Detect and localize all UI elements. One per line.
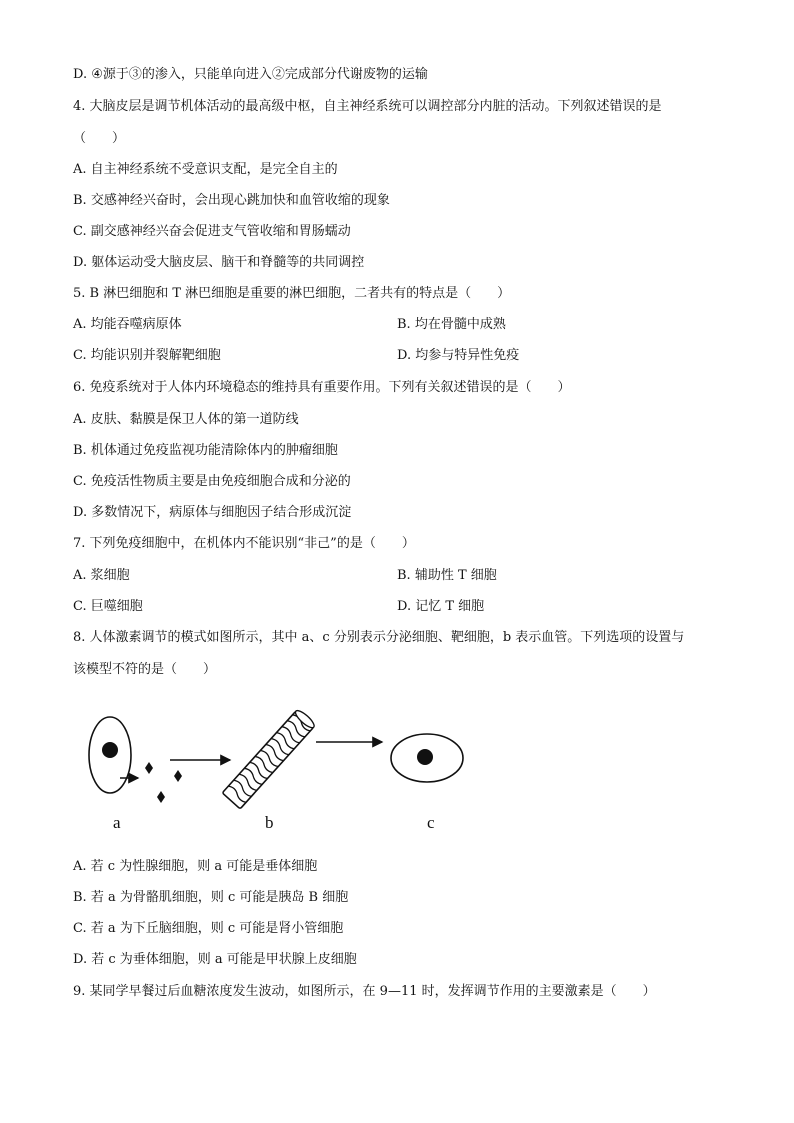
q4-option-c: C. 副交感神经兴奋会促进支气管收缩和胃肠蠕动 — [73, 224, 351, 239]
q7-stem: 7. 下列免疫细胞中，在机体内不能识别“非己”的是（ ） — [73, 536, 415, 551]
cell-c-nucleus — [417, 749, 433, 765]
label-b: b — [265, 813, 274, 832]
q6-option-d: D. 多数情况下，病原体与细胞因子结合形成沉淀 — [73, 505, 352, 520]
q5-option-d: D. 均参与特异性免疫 — [397, 348, 520, 363]
q7-option-d: D. 记忆 T 细胞 — [397, 599, 485, 614]
hormone-particle — [174, 770, 182, 782]
q5-option-c: C. 均能识别并裂解靶细胞 — [73, 348, 221, 363]
label-c: c — [427, 813, 435, 832]
q7-option-a: A. 浆细胞 — [73, 568, 130, 583]
hormone-model-figure — [80, 700, 500, 840]
q8-stem-cont: 该模型不符的是（ ） — [73, 662, 217, 677]
q5-option-b: B. 均在骨髓中成熟 — [397, 317, 506, 332]
hormone-model-diagram — [80, 700, 500, 840]
cell-a-nucleus — [102, 742, 118, 758]
q6-option-b: B. 机体通过免疫监视功能清除体内的肿瘤细胞 — [73, 443, 338, 458]
q8-option-b: B. 若 a 为骨骼肌细胞，则 c 可能是胰岛 B 细胞 — [73, 890, 349, 905]
q6-option-a: A. 皮肤、黏膜是保卫人体的第一道防线 — [73, 412, 299, 427]
q9-stem: 9. 某同学早餐过后血糖浓度发生波动，如图所示，在 9—11 时，发挥调节作用的主要激素是（ ） — [73, 984, 656, 999]
label-a: a — [113, 813, 121, 832]
q5-stem: 5. B 淋巴细胞和 T 淋巴细胞是重要的淋巴细胞，二者共有的特点是（ ） — [73, 286, 511, 301]
q3-option-d: D. ④源于③的渗入，只能单向进入②完成部分代谢废物的运输 — [73, 67, 428, 82]
q4-stem: 4. 大脑皮层是调节机体活动的最高级中枢，自主神经系统可以调控部分内脏的活动。下列叙述错误的是 — [73, 99, 662, 114]
q4-stem-bracket: （ ） — [73, 131, 126, 146]
hormone-particle — [157, 791, 165, 803]
q8-option-d: D. 若 c 为垂体细胞，则 a 可能是甲状腺上皮细胞 — [73, 952, 357, 967]
q4-option-d: D. 躯体运动受大脑皮层、脑干和脊髓等的共同调控 — [73, 255, 365, 270]
q4-option-a: A. 自主神经系统不受意识支配，是完全自主的 — [73, 162, 338, 177]
blood-vessel-b — [222, 708, 316, 809]
q5-option-a: A. 均能吞噬病原体 — [73, 317, 182, 332]
q8-stem: 8. 人体激素调节的模式如图所示，其中 a、c 分别表示分泌细胞、靶细胞，b 表示血管。下列选项的设置与 — [73, 630, 685, 645]
q6-option-c: C. 免疫活性物质主要是由免疫细胞合成和分泌的 — [73, 474, 351, 489]
q6-stem: 6. 免疫系统对于人体内环境稳态的维持具有重要作用。下列有关叙述错误的是（ ） — [73, 380, 571, 395]
q8-option-c: C. 若 a 为下丘脑细胞，则 c 可能是肾小管细胞 — [73, 921, 344, 936]
q4-option-b: B. 交感神经兴奋时，会出现心跳加快和血管收缩的现象 — [73, 193, 390, 208]
q7-option-b: B. 辅助性 T 细胞 — [397, 568, 497, 583]
q7-option-c: C. 巨噬细胞 — [73, 599, 143, 614]
hormone-particle — [145, 762, 153, 774]
q8-option-a: A. 若 c 为性腺细胞，则 a 可能是垂体细胞 — [73, 859, 318, 874]
